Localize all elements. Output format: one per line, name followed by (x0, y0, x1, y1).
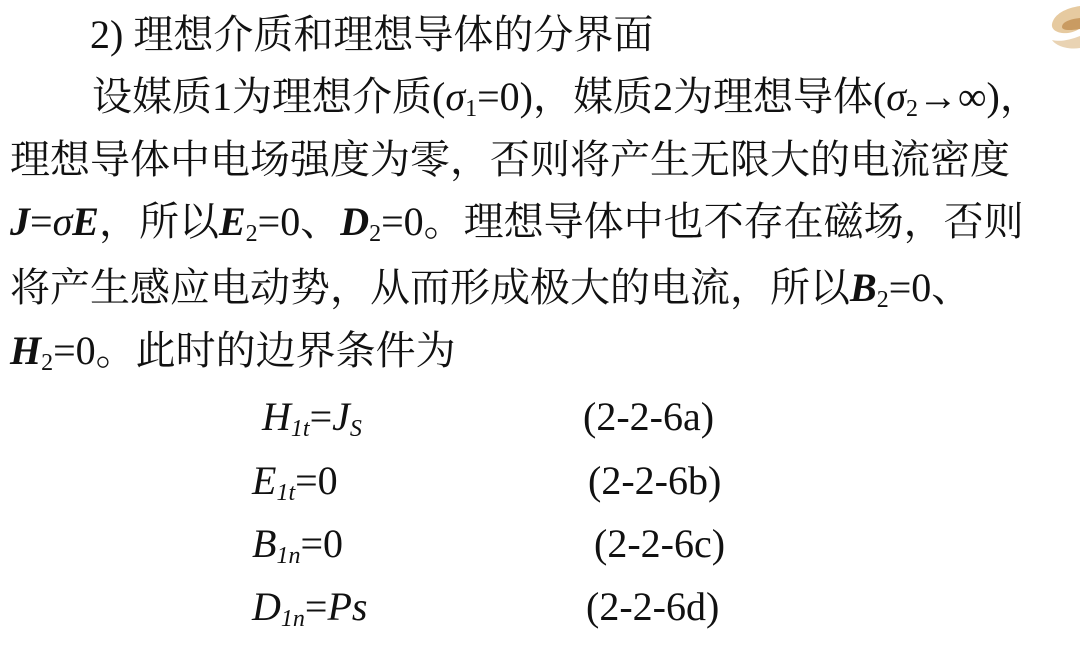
equation-number: (2-2-6d) (586, 584, 720, 629)
equation-2-2-6c: $B_{1n}=0$ (252, 521, 343, 569)
equation-2-2-6b: $E_{1t}=0$ (252, 458, 338, 506)
paragraph-line-1: 设媒质1为理想介质$(\sigma_1=0)$，媒质2为理想导体$(\sigma_2\to\infty)$， (92, 74, 1040, 122)
paragraph-line-3: J=σE，所以$E_2=0$、$D_2=0$。理想导体中也不存在磁场，否则 (10, 199, 1024, 247)
equation-2-2-6d: $D_{1n}=Ps$ (252, 584, 368, 632)
section-heading: 2) 理想介质和理想导体的分界面 (90, 12, 654, 57)
equation-number: (2-2-6a) (583, 394, 715, 439)
coffee-cup-logo-icon (1040, 0, 1080, 58)
paragraph-line-4: 将产生感应电动势，从而形成极大的电流，所以$B_2=0$、 (10, 265, 972, 313)
equation-number: (2-2-6b) (588, 458, 722, 503)
paragraph-line-5: $H_2=0$。此时的边界条件为 (10, 328, 456, 376)
paragraph-line-2: 理想导体中电场强度为零，否则将产生无限大的电流密度 (10, 137, 1010, 182)
equation-number: (2-2-6c) (594, 521, 726, 566)
equation-2-2-6a: $H_{1t}=J_S$ (262, 394, 362, 442)
